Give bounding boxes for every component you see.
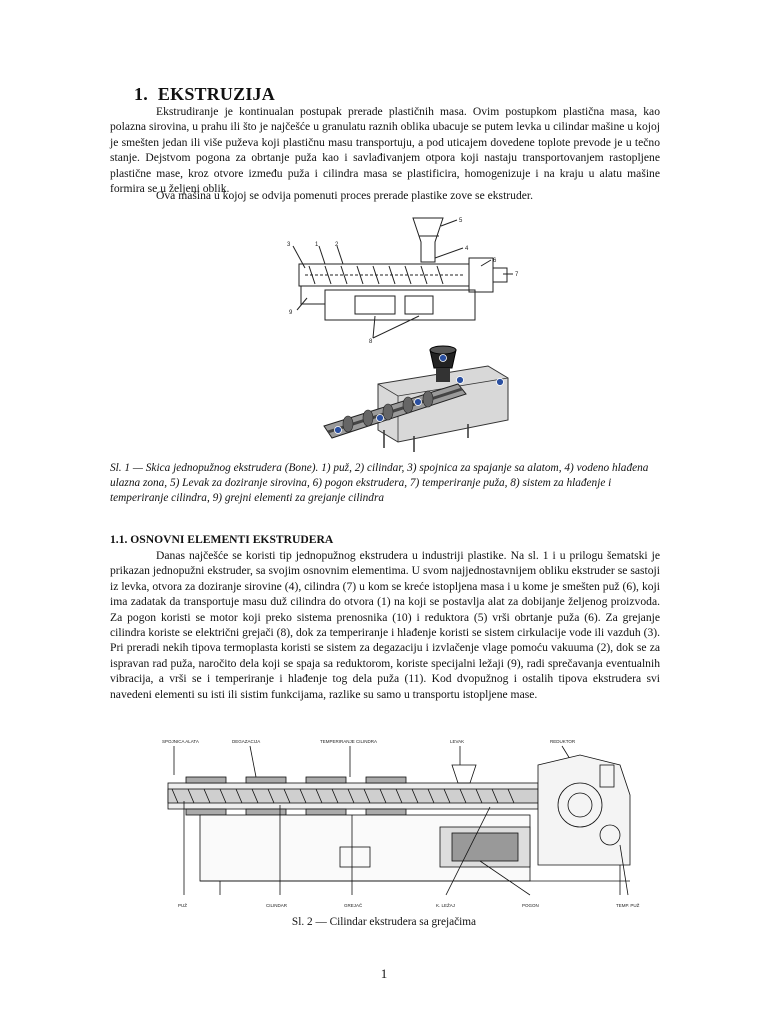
callout-9: 9 — [289, 310, 293, 316]
callout-6: 6 — [493, 258, 497, 264]
callout-8: 8 — [369, 339, 373, 344]
label-cilindar: CILINDAR — [266, 903, 288, 908]
callout-4: 4 — [465, 246, 469, 252]
intro-paragraph-2: Ova mašina u kojoj se odvija pomenuti proces prerade plastike zove se ekstruder. — [156, 189, 534, 202]
callout-3: 3 — [287, 242, 291, 248]
section-paragraph: Danas najčešće se koristi tip jednopužnog ekstrudera u industriji plastike. Na sl. 1 i u prilogu šematski je prikazan jednopužni ekstruder, sa svojim osnovnim elementima. U svom najjednostavnijem obliku ekstruder se sastoji iz levka, otvora za doziranje sirovine (4), cilindra (7) u kom se kreće istopljena masa i u kome je smešten puž (6), koji ima zadatak da transportuje masu duž cilindra do otvora (1) na koji se postavlja alat za dobijanje željenog proizvoda. Za pogon koristi se motor koji preko sistema prenosnika (10) i reduktora (5) vrši obrtanje puža (6). Za grejanje cilindra koriste se električni grejači (8), dok za temperiranje i hlađenje koristi se sistem cirkulacije vode ili vazduh (3). Pri preradi nekih tipova termoplasta koristi se sistem za degazaciju i izvlačenje vlage pomoću vakuuma (2), dok se za ispravan rad puža, naročito dela koji se spaja sa reduktorom, koriste specijalni ležaji (9), radi sprečavanja eventualnih vibracija, a vrši se i temperiranje i hlađenje tog dela puža (11). Kod dvopužnog i ostalih tipova ekstrudera svi navedeni elementi su isti ili sistim funkcijama, razlike su samo u transportu istopljene mase. — [110, 549, 660, 701]
label-spojnica-alata: SPOJNICA ALATA — [162, 739, 199, 744]
label-temp-puz: TEMP. PUŽ — [616, 903, 640, 908]
label-temperiranje-cilindra: TEMPERIRANJE CILINDRA — [320, 739, 378, 744]
callout-1: 1 — [315, 242, 319, 248]
callout-2: 2 — [335, 242, 339, 248]
callout-5: 5 — [459, 218, 463, 224]
label-pogon: POGON — [522, 903, 539, 908]
label-grejac: GREJAČ — [344, 903, 363, 908]
label-degazacija: DEGAZACIJA — [232, 739, 261, 744]
extruder-schematic-figure — [285, 212, 520, 344]
chapter-heading: 1. EKSTRUZIJA — [134, 84, 275, 104]
intro-paragraph-1: Ekstrudiranje je kontinualan postupak prerade plastičnih masa. Ovim postupkom plastična masa, kao polazna sirovina, u prahu ili što je najčešće u granulatu raznih oblika ubacuje se putem levka u cilindar mašine u kojoj je smešten jedan ili više puževa koji plastičnu masu transportuju, a pod uticajem dovedene toplote prevode je u tečno stanje. Dejstvom pogona za obrtanje puža kao i savlađivanjem otpora koji nastaju transportovanjem rastopljene plastične mase, kroz otvore između puža i cilindra masa se plastificira, homogenizuje i na kraju u alatu mašine formira se u željeni oblik. — [110, 105, 660, 196]
page-number: 1 — [380, 966, 388, 981]
extruder-cutaway-illustration — [318, 344, 518, 456]
label-levak: LEVAK — [450, 739, 465, 744]
extruder-barrel-drawing — [160, 735, 650, 913]
section-heading: 1.1. OSNOVNI ELEMENTI EKSTRUDERA — [110, 533, 334, 546]
figure-2-caption: Sl. 2 — Cilindar ekstrudera sa grejačima — [291, 916, 477, 928]
label-k-lezaj: K. LEŽAJ — [436, 903, 456, 908]
label-puz: PUŽ — [178, 903, 187, 908]
label-reduktor: REDUKTOR — [550, 739, 576, 744]
callout-7: 7 — [515, 272, 519, 278]
figure-1-caption: Sl. 1 — Skica jednopužnog ekstrudera (Bone). 1) puž, 2) cilindar, 3) spojnica za spajanje sa alatom, 4) vodeno hlađena ulazna zona, 5) Levak za doziranje sirovina, 6) pogon ekstrudera, 7) temperiranje puža, 8) sistem za hlađenje i temperiranje cilindra, 9) grejni elementi za grejanje cilindra — [110, 462, 649, 505]
